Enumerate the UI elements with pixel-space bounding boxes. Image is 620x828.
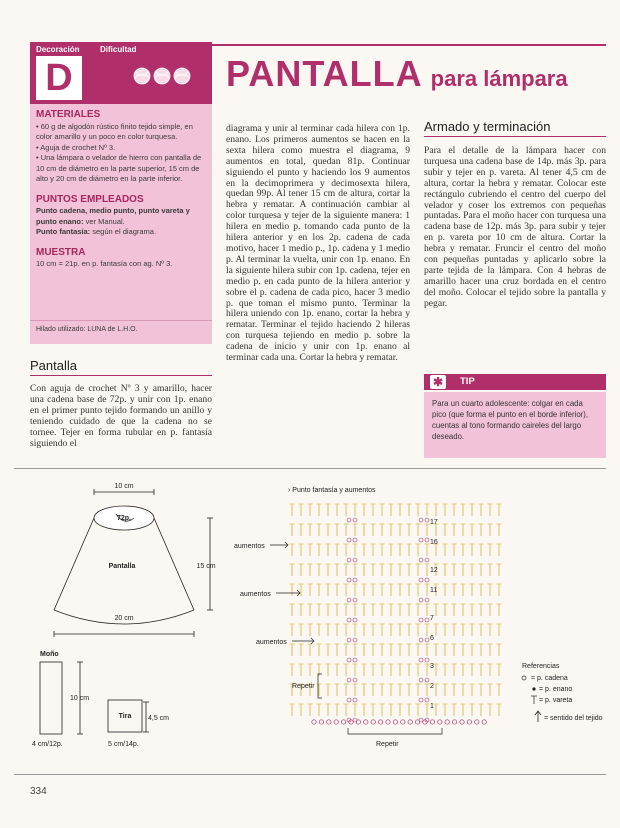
materials-title: MATERIALES xyxy=(36,109,101,120)
increase-label-2: aumentos xyxy=(240,591,271,598)
strip-width-label: 5 cm/14p. xyxy=(108,741,139,748)
category-header-box xyxy=(30,42,212,104)
star-icon: ✱ xyxy=(430,375,446,389)
row-number: 3 xyxy=(430,663,434,670)
gauge-title: MUESTRA xyxy=(36,246,86,258)
difficulty-label: Dificultad xyxy=(100,45,137,54)
legend-item: = sentido del tejido xyxy=(544,715,603,722)
strip-height-label: 4,5 cm xyxy=(148,715,170,722)
row-number: 16 xyxy=(430,539,438,546)
assembly-heading: Armado y terminación xyxy=(424,119,551,134)
materials-item: • Una lámpara o velador de hierro con pantalla de 10 cm de diámetro en la parte superior, 15 cm de alto y 20 cm de diámetro en la parte inferior. xyxy=(36,153,202,183)
stitches-title: PUNTOS EMPLEADOS xyxy=(36,193,144,205)
crochet-stitch-diagram xyxy=(230,482,610,754)
row-number: 1 xyxy=(430,703,434,710)
bow-width-label: 4 cm/12p. xyxy=(32,741,63,748)
title-main: PANTALLA xyxy=(226,53,423,94)
tip-bar xyxy=(424,374,606,390)
footer-divider xyxy=(14,774,606,775)
direction-arrow-icon xyxy=(535,711,541,722)
row-number: 2 xyxy=(430,683,434,690)
row-number: 11 xyxy=(430,587,438,594)
legend-title: Referencias xyxy=(522,663,560,670)
page-number: 334 xyxy=(30,786,47,797)
instructions-continued: diagrama y unir al terminar cada hilera con 1p. enano. Los primeros aumentos se hacen en la sexta hilera como muestra el diagrama, 9 aumentos en total, quedan 81p. Continuar siguiendo el punto y haciendo los 9 aumentos en la decimoprimera y decimosexta hilera, quedan 99p. Al tener 15 cm de altura, cortar la hebra y rematar. A continuación cambiar al color turquesa y tejer de la siguiente manera: 1 hilera en medio p. tomando cada punto de la hilera anterior y en los 2p. cadena de cada motivo, hacer 1 medio p., 1p. cadena y 1 medio p. Al terminar la vuelta, unir con 1p. enano. En la siguiente hilera subir con 1p. cadena, tejer en medio p. en cada punto de la hilera anterior y sobre el p. cadena de cada pico, hacer 3 medio p. que toman el mismo punto. Terminar la hilera uniendo con 1p. enano, cortar la hebra y rematar. Terminar el tejido haciendo 2 hileras con turquesa tejiendo en medio p. sobre la cadena de inicio y unir con 1p. enano al terminar cada una. Cortar la hebra y rematar. xyxy=(226,123,410,364)
double-crochet-symbol-icon xyxy=(531,696,537,704)
lampshade-schematic xyxy=(24,478,234,750)
tip-text: Para un cuarto adolescente: colgar en cada pico (que forma el punto en el borde inferior), cuentas al tono formando caireles del largo deseado. xyxy=(424,392,606,458)
legend-item: = p. cadena xyxy=(531,675,568,682)
gauge-text: 10 cm = 21p. en p. fantasía con ag. Nº 3. xyxy=(36,259,173,268)
bottom-width-label: 20 cm xyxy=(114,615,134,622)
tip-label: TIP xyxy=(460,376,475,387)
pantalla-rule xyxy=(30,375,212,376)
row-number: 6 xyxy=(430,635,434,642)
shade-label: Pantalla xyxy=(108,563,136,570)
diagram-title: › Punto fantasía y aumentos xyxy=(288,487,376,494)
slip-stitch-symbol-icon xyxy=(532,687,535,690)
top-width-label: 10 cm xyxy=(114,483,134,490)
legend xyxy=(522,663,603,722)
increase-label-3: aumentos xyxy=(256,639,287,646)
page-title xyxy=(226,52,568,101)
strip-label: Tira xyxy=(118,713,132,720)
pantalla-heading: Pantalla xyxy=(30,358,77,373)
bow-title: Moño xyxy=(40,651,59,658)
repeat-label-bottom: Repetir xyxy=(376,741,399,748)
repeat-label-side: Repetir xyxy=(292,683,315,690)
legend-item: = p. enano xyxy=(539,686,573,693)
pantalla-text: Con aguja de crochet Nº 3 y amarillo, hacer una cadena base de 72p. y unir con 1p. enano en el primer punto tejido formando un anillo y teniendo cuidado de que la cadena no se tornee. Tejer en forma tubular en p. fantasía siguiendo el xyxy=(30,383,212,449)
stitches-fancy: Punto fantasía: según el diagrama. xyxy=(36,227,157,236)
row-number: 7 xyxy=(430,615,434,622)
row-numbers xyxy=(430,519,438,710)
yarn-balls-icon xyxy=(132,62,192,88)
title-sub: para lámpara xyxy=(430,66,568,91)
title-rule xyxy=(212,44,606,46)
stitches-used: Punto cadena, medio punto, punto vareta y punto enano: ver Manual. xyxy=(36,206,190,226)
height-label: 15 cm xyxy=(196,563,216,570)
row-number: 12 xyxy=(430,567,438,574)
assembly-text: Para el detalle de la lámpara hacer con turquesa una cadena base de 14p. más 3p. para subir y tejer en p. vareta. Al tener 4,5 cm de altura, cortar la hebra y rematar. Colocar este rectángulo cubriendo el centro del cuerpo del velador y coser los extremos con pequeñas puntadas. Para el moño hacer con turquesa una cadena base de 12p. más 3p. para subir y tejer en p. vareta por 10 cm de altura. Cortar la hebra y rematar. Fruncir el centro del moño con pequeñas puntadas y aplicarlo sobre la parte tejida de la lámpara. Con 4 hebras de amarillo hacer una cruz bordada en el centro del moño. Colocar el tejido sobre la pantalla y pegar. xyxy=(424,145,606,309)
legend-item: = p. vareta xyxy=(539,697,573,704)
category-letter: D xyxy=(36,56,82,100)
increase-label-1: aumentos xyxy=(234,543,265,550)
row-number: 17 xyxy=(430,519,438,526)
chain-symbol-icon xyxy=(522,676,526,680)
materials-panel xyxy=(30,104,212,344)
assembly-rule xyxy=(424,136,606,137)
top-stitches-label: 72p. xyxy=(116,515,132,522)
yarn-used: Hilado utilizado: LUNA de L.H.O. xyxy=(30,320,212,340)
stitch-grid xyxy=(290,504,502,724)
category-label: Decoración xyxy=(36,45,80,54)
materials-item: • 60 g de algodón rústico finito tejido simple, en color amarillo y un poco en color turquesa. xyxy=(36,121,193,141)
section-divider xyxy=(14,468,606,469)
materials-item: • Aguja de crochet Nº 3. xyxy=(36,142,116,152)
bow-height-label: 10 cm xyxy=(70,695,90,702)
